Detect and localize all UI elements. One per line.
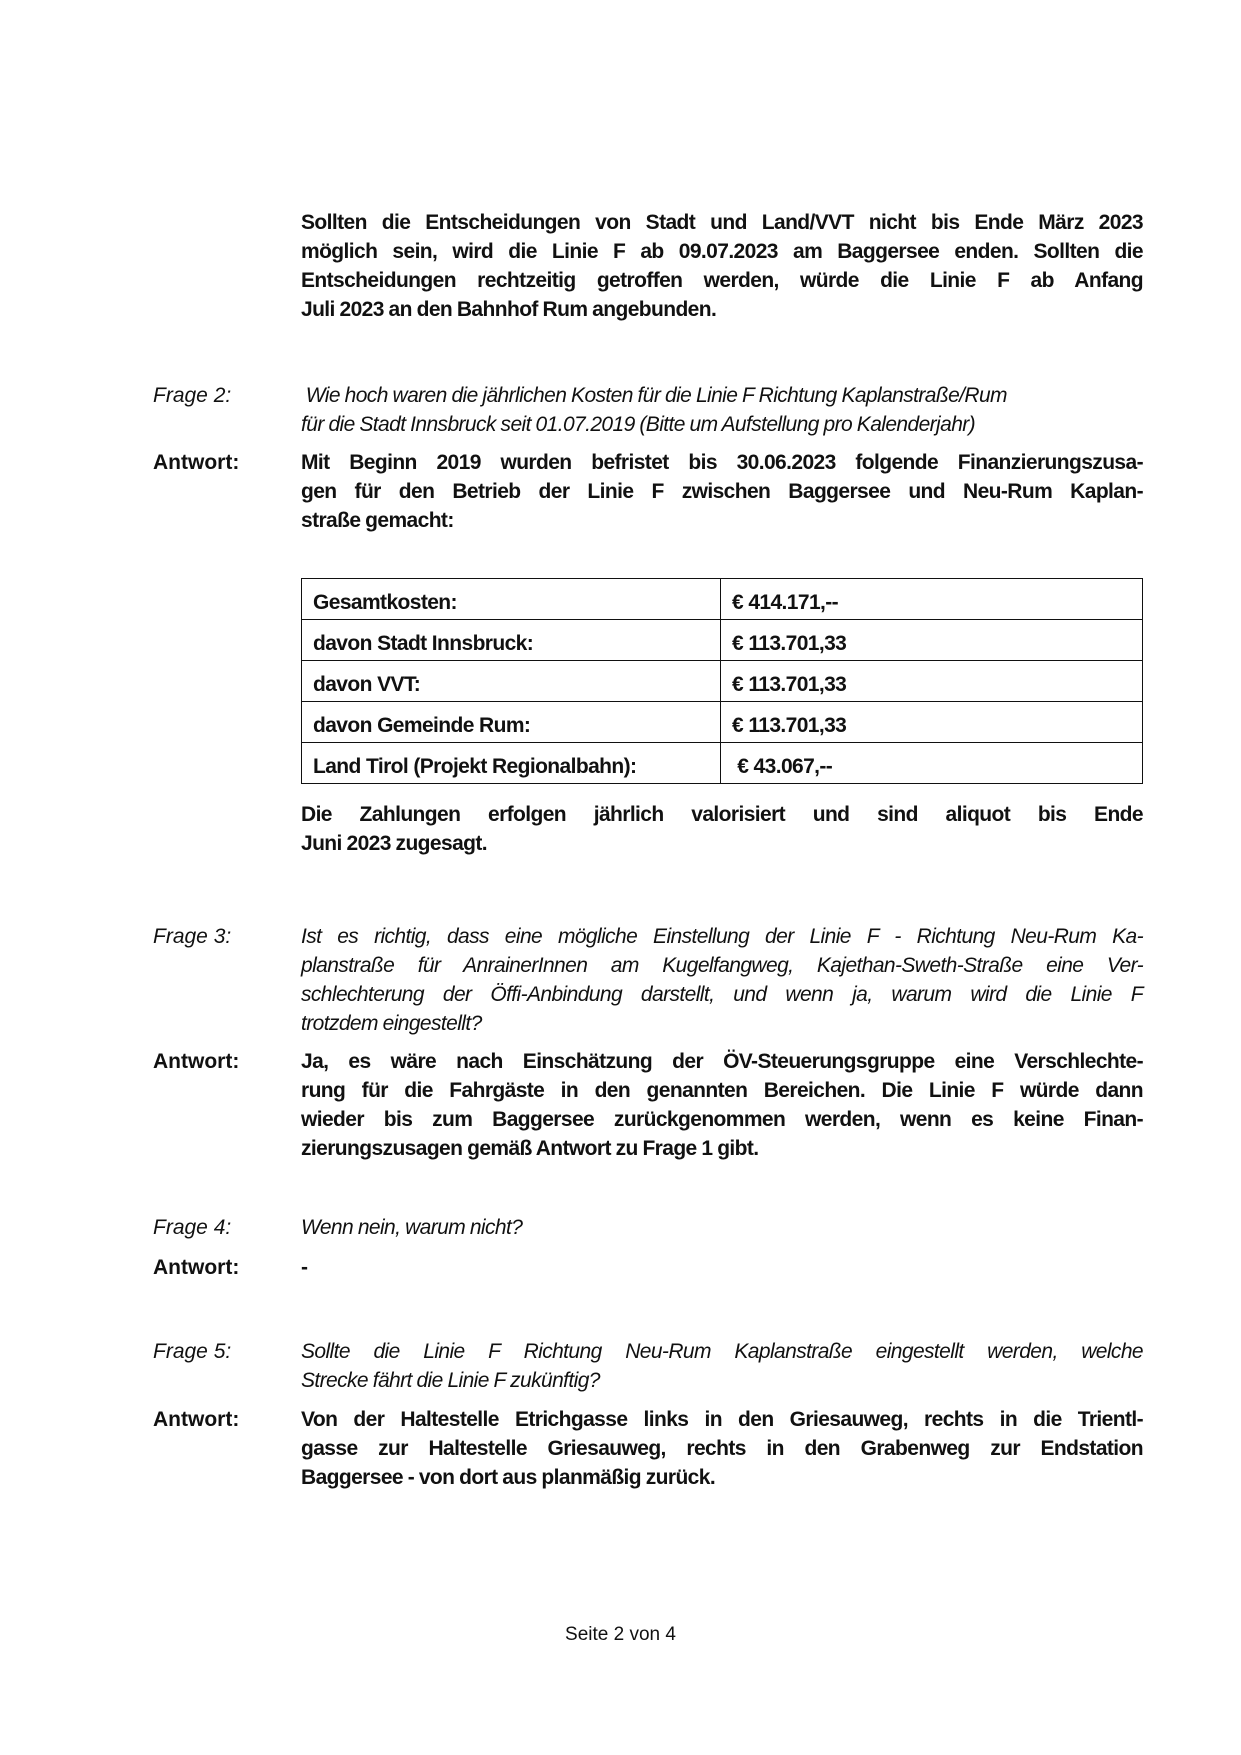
answer-4-label: Antwort: xyxy=(153,1256,240,1279)
answer-line: zierungszusagen gemäß Antwort zu Frage 1 gibt. xyxy=(301,1137,759,1160)
question-line: Strecke fährt die Linie F zukünftig? xyxy=(301,1369,600,1392)
question-line: trotzdem eingestellt? xyxy=(301,1012,482,1035)
page-number: Seite 2 von 4 xyxy=(565,1624,676,1645)
intro-paragraph xyxy=(301,208,1143,324)
intro-line: Sollten die Entscheidungen von Stadt und Land/VVT nicht bis Ende März 2023 xyxy=(301,211,1143,234)
cost-label: davon VVT: xyxy=(302,661,721,702)
intro-line: möglich sein, wird die Linie F ab 09.07.2023 am Baggersee enden. Sollten die xyxy=(301,240,1143,263)
question-2-text xyxy=(301,381,1143,439)
cost-value: € 113.701,33 xyxy=(721,702,1143,743)
cost-label: Land Tirol (Projekt Regionalbahn): xyxy=(302,743,721,784)
question-4-label: Frage 4: xyxy=(153,1216,232,1239)
question-line: für die Stadt Innsbruck seit 01.07.2019 (Bitte um Aufstellung pro Kalenderjahr) xyxy=(301,413,976,436)
answer-line: straße gemacht: xyxy=(301,509,454,532)
answer-line: - xyxy=(301,1256,308,1279)
question-2-label: Frage 2: xyxy=(153,384,232,407)
answer-line: Die Zahlungen erfolgen jährlich valorisiert und sind aliquot bis Ende xyxy=(301,803,1143,826)
answer-2-text xyxy=(301,448,1143,535)
table-row xyxy=(302,661,1143,702)
answer-5-label: Antwort: xyxy=(153,1408,240,1431)
question-line: schlechterung der Öffi-Anbindung darstellt, und wenn ja, warum wird die Linie F xyxy=(301,983,1143,1006)
intro-line: Juli 2023 an den Bahnhof Rum angebunden. xyxy=(301,298,717,321)
intro-line: Entscheidungen rechtzeitig getroffen werden, würde die Linie F ab Anfang xyxy=(301,269,1143,292)
cost-label: Gesamtkosten: xyxy=(302,579,721,620)
answer-5-text xyxy=(301,1405,1143,1492)
cost-value: € 43.067,-- xyxy=(721,743,1143,784)
answer-line: Baggersee - von dort aus planmäßig zurück. xyxy=(301,1466,716,1489)
answer-line: Von der Haltestelle Etrichgasse links in den Griesauweg, rechts in die Trientl- xyxy=(301,1408,1143,1431)
answer-3-label: Antwort: xyxy=(153,1050,240,1073)
answer-line: rung für die Fahrgäste in den genannten Bereichen. Die Linie F würde dann xyxy=(301,1079,1143,1102)
table-row xyxy=(302,579,1143,620)
answer-line: wieder bis zum Baggersee zurückgenommen werden, wenn es keine Finan- xyxy=(301,1108,1143,1131)
answer-line: Juni 2023 zugesagt. xyxy=(301,832,488,855)
cost-value: € 113.701,33 xyxy=(721,620,1143,661)
question-line: Sollte die Linie F Richtung Neu-Rum Kaplanstraße eingestellt werden, welche xyxy=(301,1340,1143,1363)
table-row xyxy=(302,702,1143,743)
question-5-text xyxy=(301,1337,1143,1395)
answer-line: gen für den Betrieb der Linie F zwischen Baggersee und Neu-Rum Kaplan- xyxy=(301,480,1143,503)
table-row xyxy=(302,743,1143,784)
cost-value: € 113.701,33 xyxy=(721,661,1143,702)
answer-2-followup xyxy=(301,800,1143,858)
answer-4-text xyxy=(301,1253,1143,1282)
cost-value: € 414.171,-- xyxy=(721,579,1143,620)
answer-line: Mit Beginn 2019 wurden befristet bis 30.06.2023 folgende Finanzierungszusa- xyxy=(301,451,1143,474)
cost-label: davon Gemeinde Rum: xyxy=(302,702,721,743)
answer-2-label: Antwort: xyxy=(153,451,240,474)
question-3-text xyxy=(301,922,1143,1038)
cost-table xyxy=(301,578,1143,784)
question-line: Ist es richtig, dass eine mögliche Einstellung der Linie F - Richtung Neu-Rum Ka- xyxy=(301,925,1143,948)
answer-3-text xyxy=(301,1047,1143,1163)
answer-line: gasse zur Haltestelle Griesauweg, rechts in den Grabenweg zur Endstation xyxy=(301,1437,1143,1460)
question-line: Wenn nein, warum nicht? xyxy=(301,1216,523,1239)
question-line: planstraße für AnrainerInnen am Kugelfangweg, Kajethan-Sweth-Straße eine Ver- xyxy=(301,954,1143,977)
table-row xyxy=(302,620,1143,661)
question-4-text xyxy=(301,1213,1143,1242)
cost-label: davon Stadt Innsbruck: xyxy=(302,620,721,661)
question-5-label: Frage 5: xyxy=(153,1340,232,1363)
question-3-label: Frage 3: xyxy=(153,925,232,948)
question-line: Wie hoch waren die jährlichen Kosten für die Linie F Richtung Kaplanstraße/Rum xyxy=(301,384,1007,407)
answer-line: Ja, es wäre nach Einschätzung der ÖV-Steuerungsgruppe eine Verschlechte- xyxy=(301,1050,1143,1073)
